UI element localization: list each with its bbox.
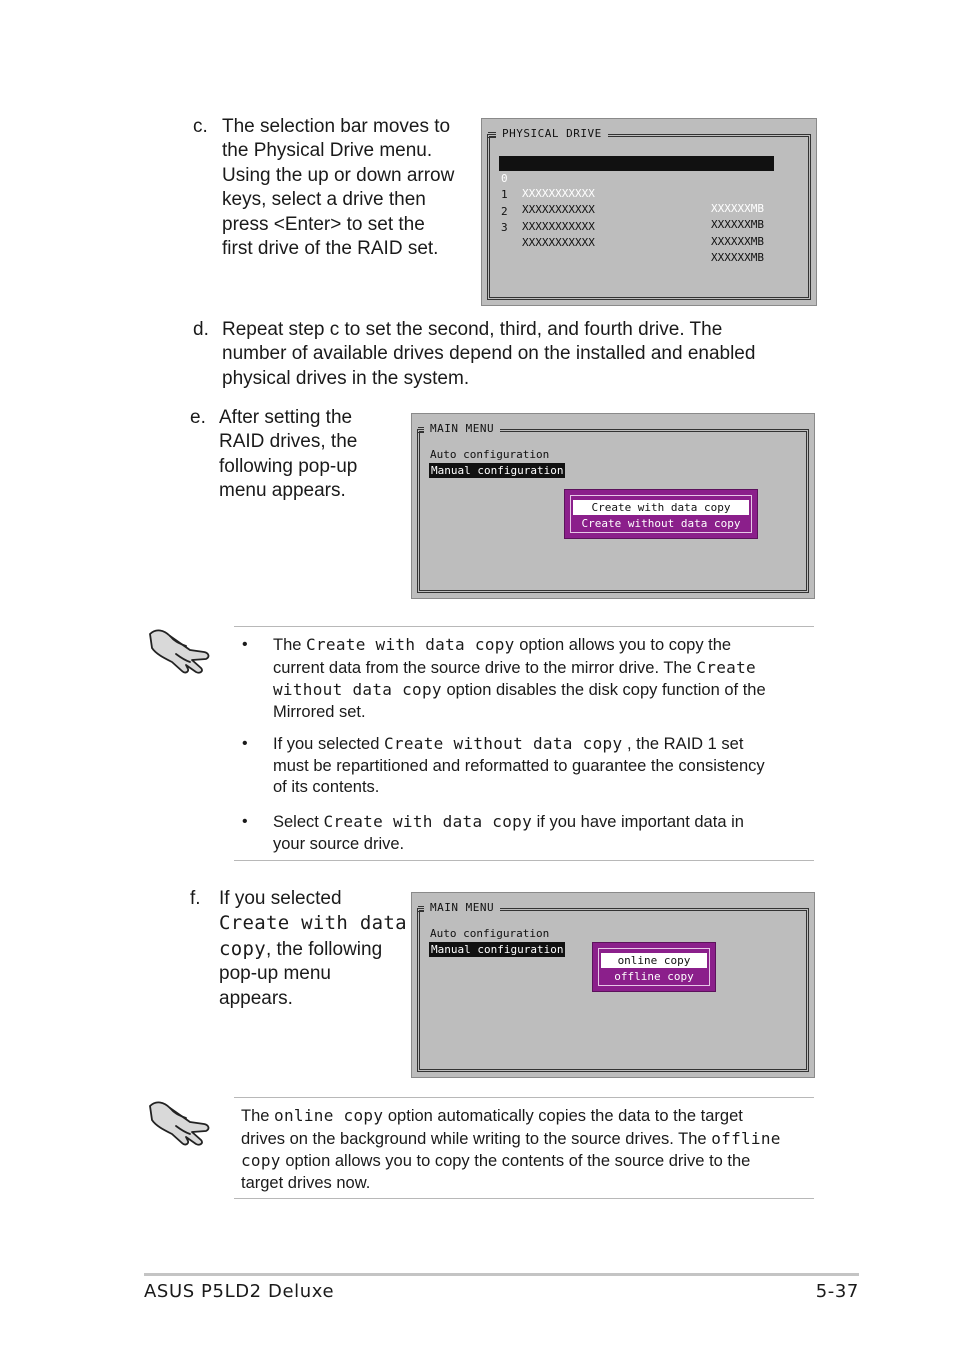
screen-title: MAIN MENU xyxy=(424,422,500,435)
command-text: copy xyxy=(241,1151,281,1171)
step-d-line: Repeat step c to set the second, third, and fourth drive. The xyxy=(222,319,723,340)
online-copy-option[interactable]: online copy xyxy=(601,953,707,968)
step-letter: e. xyxy=(190,407,206,428)
step-c xyxy=(193,115,483,265)
step-e xyxy=(190,406,400,506)
command-text: copy xyxy=(219,937,266,960)
step-c-line: first drive of the RAID set. xyxy=(222,238,439,260)
step-e-line: After setting the xyxy=(219,407,353,428)
command-text: offline xyxy=(711,1128,781,1148)
note-hand-icon xyxy=(146,624,214,676)
command-text: Create without data copy xyxy=(383,734,623,753)
command-text: Create with data copy xyxy=(323,812,533,831)
main-menu-screen xyxy=(411,413,815,599)
command-text: Create with data copy xyxy=(306,635,515,654)
drive-row-selected[interactable]: 0 XXXXXXXXXXX XXXXXXMB xyxy=(499,156,774,171)
step-e-line: RAID drives, the xyxy=(219,431,358,453)
menu-item-auto[interactable]: Auto configuration xyxy=(430,927,550,940)
drive-row[interactable]: 2 XXXXXXXXXXX XXXXXXMB xyxy=(501,205,764,248)
footer-page-number: 5-37 xyxy=(815,1281,859,1302)
step-f: f. If you selected Create with data copy, the following pop-up menu appears. xyxy=(190,888,407,1009)
command-text: online copy xyxy=(274,1106,384,1125)
drive-row[interactable]: 3 XXXXXXXXXXX XXXXXXMB xyxy=(501,221,764,264)
menu-item-manual[interactable]: Manual configuration xyxy=(431,464,564,477)
copy-type-popup xyxy=(593,943,715,991)
screen-title: MAIN MENU xyxy=(424,901,500,914)
step-letter: c. xyxy=(193,116,208,137)
command-text: Create xyxy=(696,657,756,677)
note-hand-icon xyxy=(146,1096,214,1148)
physical-drive-screen xyxy=(481,118,817,306)
step-c-line: keys, select a drive then xyxy=(222,189,426,211)
copy-mode-popup xyxy=(565,490,757,538)
step-e-line: menu appears. xyxy=(219,480,346,502)
step-letter: d. xyxy=(193,319,209,340)
step-d-line: number of available drives depend on the installed and enabled xyxy=(222,343,756,365)
step-letter: f. xyxy=(190,888,201,909)
screen-title: PHYSICAL DRIVE xyxy=(496,127,608,140)
offline-copy-option[interactable]: offline copy xyxy=(614,970,694,983)
note-online-offline: The online copy option automatically copies the data to the target drives on the background while writing to the source drives. The offline copy option allows you to copy the contents of the source drive to the target drives now. xyxy=(241,1106,781,1192)
step-d xyxy=(193,318,813,393)
step-e-line: following pop-up xyxy=(219,455,358,477)
step-d-line: physical drives in the system. xyxy=(222,367,470,389)
menu-item-auto[interactable]: Auto configuration xyxy=(430,448,550,461)
step-c-line: The selection bar moves to xyxy=(222,116,451,137)
create-without-data-copy-option[interactable]: Create without data copy xyxy=(581,517,741,530)
menu-item-manual[interactable]: Manual configuration xyxy=(431,943,564,956)
drive-row[interactable]: 1 XXXXXXXXXXX XXXXXXMB xyxy=(501,188,764,231)
step-c-line: the Physical Drive menu. xyxy=(222,140,433,162)
command-text: without data copy xyxy=(273,680,442,700)
footer-product: ASUS P5LD2 Deluxe xyxy=(144,1281,335,1302)
create-with-data-copy-option[interactable]: Create with data copy xyxy=(573,500,749,515)
step-c-line: press <Enter> to set the xyxy=(222,213,425,235)
step-c-line: Using the up or down arrow xyxy=(222,164,455,186)
bullet-icon: • xyxy=(242,636,248,653)
footer-rule xyxy=(144,1273,859,1276)
bullet-icon: • xyxy=(242,813,248,830)
bullet-icon: • xyxy=(242,735,248,752)
command-text: Create with data xyxy=(219,912,407,935)
main-menu-screen-copy-type xyxy=(411,892,815,1078)
